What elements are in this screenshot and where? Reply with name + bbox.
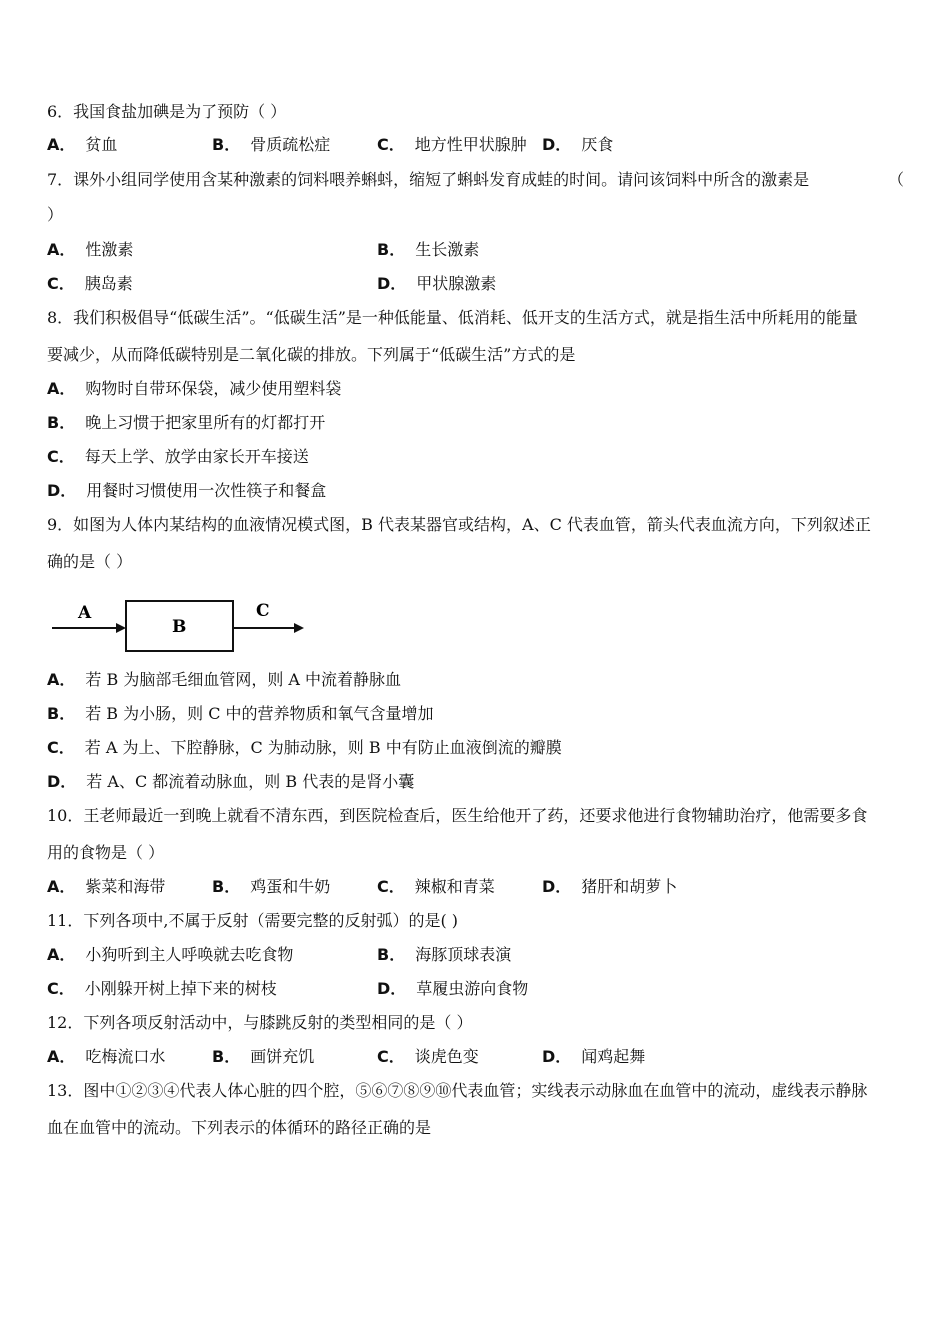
- q8-option-b: B． 晚上习惯于把家里所有的灯都打开: [47, 413, 326, 432]
- q6-option-d: D． 厌食: [542, 135, 614, 154]
- q11-option-c: C． 小刚躲开树上掉下来的树枝: [47, 979, 277, 998]
- q8-option-c: C． 每天上学、放学由家长开车接送: [47, 447, 309, 466]
- q11-stem: 11．下列各项中,不属于反射（需要完整的反射弧）的是( ): [47, 911, 459, 930]
- q7-stem-line1: 7．课外小组同学使用含某种激素的饲料喂养蝌蚪，缩短了蝌蚪发育成蛙的时间。请问该饲料中所含的激素是: [47, 170, 810, 189]
- q10-options: [47, 877, 907, 897]
- q11-option-d: D． 草履虫游向食物: [377, 979, 529, 998]
- label-b: B: [172, 617, 187, 637]
- blood-flow-diagram: [50, 596, 310, 656]
- q13-stem-line1: 13．图中①②③④代表人体心脏的四个腔，⑤⑥⑦⑧⑨⑩代表血管；实线表示动脉血在血管中的流动，虚线表示静脉: [47, 1081, 868, 1100]
- q10-option-c: C． 辣椒和青菜: [377, 877, 495, 896]
- q7-option-b: B． 生长激素: [377, 240, 480, 259]
- q10-stem-line1: 10．王老师最近一到晚上就看不清东西，到医院检查后，医生给他开了药，还要求他进行食物辅助治疗，他需要多食: [47, 806, 868, 825]
- q9-stem-line1: 9．如图为人体内某结构的血液情况模式图，B 代表某器官或结构，A、C 代表血管，箭头代表血流方向，下列叙述正: [47, 515, 871, 534]
- q9-option-b: B． 若 B 为小肠，则 C 中的营养物质和氧气含量增加: [47, 704, 434, 723]
- q9-option-a: A． 若 B 为脑部毛细血管网，则 A 中流着静脉血: [47, 670, 402, 689]
- q12-stem: 12．下列各项反射活动中，与膝跳反射的类型相同的是（ ）: [47, 1013, 473, 1032]
- q9-option-c: C． 若 A 为上、下腔静脉，C 为肺动脉，则 B 中有防止血液倒流的瓣膜: [47, 738, 562, 757]
- q12-option-d: D． 闻鸡起舞: [542, 1047, 646, 1066]
- q8-stem-line1: 8．我们积极倡导“低碳生活”。“低碳生活”是一种低能量、低消耗、低开支的生活方式，就是指生活中所耗用的能量: [47, 308, 858, 327]
- q11-option-a: A． 小狗听到主人呼唤就去吃食物: [47, 945, 294, 964]
- q11-options-row2: [47, 979, 907, 999]
- arrow-c-head: [294, 623, 304, 633]
- q12-option-b: B． 画饼充饥: [212, 1047, 315, 1066]
- q8-option-d: D． 用餐时习惯使用一次性筷子和餐盒: [47, 481, 327, 500]
- q10-option-d: D． 猪肝和胡萝卜: [542, 877, 678, 896]
- q7-paren-open: （: [888, 170, 905, 189]
- q10-stem-line2: 用的食物是（ ）: [47, 843, 165, 862]
- q7-options-row1: [47, 240, 907, 260]
- q7-stem-line2: ）: [47, 205, 64, 224]
- q7-option-d: D． 甲状腺激素: [377, 274, 497, 293]
- q11-options-row1: [47, 945, 907, 965]
- q10-option-a: A． 紫菜和海带: [47, 877, 166, 896]
- label-c: C: [256, 601, 270, 621]
- q9-stem-line2: 确的是（ ）: [47, 552, 133, 571]
- q11-option-b: B． 海豚顶球表演: [377, 945, 512, 964]
- q13-stem-line2: 血在血管中的流动。下列表示的体循环的路径正确的是: [47, 1118, 432, 1137]
- q12-options: [47, 1047, 907, 1067]
- q7-options-row2: [47, 274, 907, 294]
- q6-option-a: A． 贫血: [47, 135, 118, 154]
- q6-option-b: B． 骨质疏松症: [212, 135, 331, 154]
- arrow-a-head: [116, 623, 126, 633]
- q6-stem: 6．我国食盐加碘是为了预防（ ）: [47, 102, 287, 121]
- q8-option-a: A． 购物时自带环保袋，减少使用塑料袋: [47, 379, 342, 398]
- q10-option-b: B． 鸡蛋和牛奶: [212, 877, 331, 896]
- q7-option-c: C． 胰岛素: [47, 274, 133, 293]
- q7-option-a: A． 性激素: [47, 240, 134, 259]
- q9-option-d: D． 若 A、C 都流着动脉血，则 B 代表的是肾小囊: [47, 772, 415, 791]
- q6-options: [47, 135, 907, 155]
- label-a: A: [78, 603, 92, 623]
- q8-stem-line2: 要减少，从而降低碳特别是二氧化碳的排放。下列属于“低碳生活”方式的是: [47, 345, 576, 364]
- q12-option-a: A． 吃梅流口水: [47, 1047, 166, 1066]
- q12-option-c: C． 谈虎色变: [377, 1047, 479, 1066]
- q6-option-c: C． 地方性甲状腺肿: [377, 135, 527, 154]
